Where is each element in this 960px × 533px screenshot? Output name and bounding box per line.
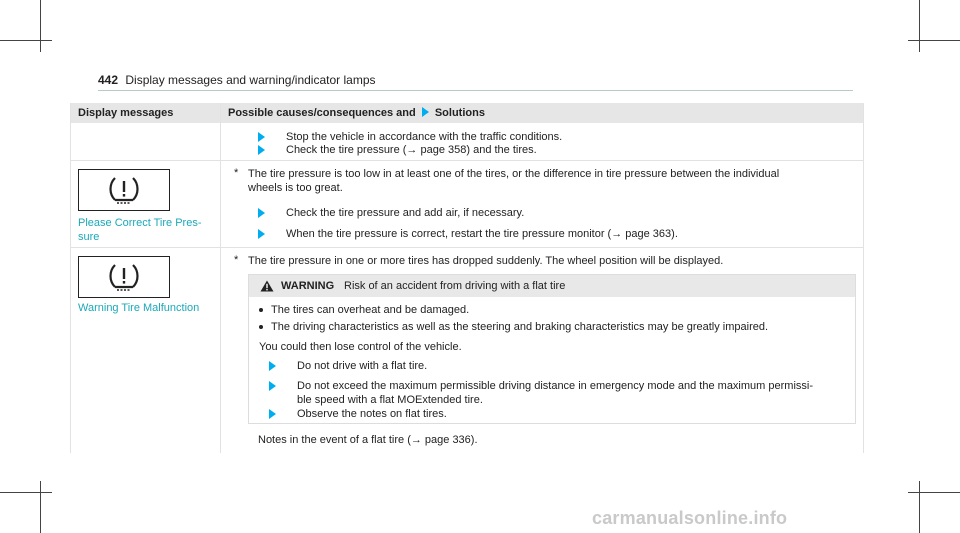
warning-label: WARNING xyxy=(281,280,335,292)
tire-pressure-warning-icon xyxy=(107,260,141,294)
arrow-right-icon xyxy=(258,208,265,218)
cause-text: The tire pressure is too low in at least one of the tires, or the difference in tire pressure between the individual wheels is too great. xyxy=(248,168,780,194)
column-header-causes: Possible causes/consequences and Solutions xyxy=(228,107,485,119)
cause-text: The tire pressure in one or more tires has dropped suddenly. The wheel position will be displayed. xyxy=(248,255,724,267)
crop-mark xyxy=(0,40,52,41)
warning-triangle-icon xyxy=(260,280,274,292)
tire-pressure-warning-icon xyxy=(78,169,170,211)
arrow-right-icon xyxy=(258,132,265,142)
crop-mark xyxy=(40,0,41,52)
crop-mark xyxy=(908,492,960,493)
arrow-right-icon xyxy=(258,229,265,239)
column-header-messages: Display messages xyxy=(78,107,174,119)
table-header xyxy=(70,103,864,123)
footnote-star: * xyxy=(234,167,239,179)
row-divider xyxy=(70,160,864,161)
page-number: 442 xyxy=(98,73,119,87)
arrow-right-icon xyxy=(422,107,429,117)
column-divider xyxy=(220,103,221,453)
crop-mark xyxy=(919,481,920,533)
page-header xyxy=(98,73,376,87)
arrow-right-icon xyxy=(269,381,276,391)
table-border xyxy=(863,103,864,453)
message-warning-tire-malfunction: Warning Tire Malfunction xyxy=(78,302,200,314)
crop-mark xyxy=(908,40,960,41)
warning-header xyxy=(249,275,855,297)
warning-box: WARNING Risk of an accident from driving with a flat tire The tires can overheat and be damaged. The driving characteristics as well as the steering and braking characteristics may be greatly impaired. You could then lose control of the vehicle. Do not drive with a flat tire. Do not exceed the maximum permissible driving distance in emergency mode and the maximum permissi- ble speed with a flat MOExtended tire. Observe the notes on flat tires. xyxy=(248,274,856,424)
warning-consequence: You could then lose control of the vehicle. xyxy=(259,341,462,353)
tire-pressure-warning-icon xyxy=(78,256,170,298)
watermark: carmanualsonline.info xyxy=(592,508,788,528)
page-title: Display messages and warning/indicator lamps xyxy=(125,73,376,87)
crop-mark xyxy=(40,481,41,533)
crop-mark xyxy=(0,492,52,493)
arrow-right-icon xyxy=(269,361,276,371)
header-divider xyxy=(98,90,853,91)
messages-table: Display messages Possible causes/consequences and Solutions Stop the vehicle in accordance with the traffic conditions. Check the tire pressure (→ page 358) and the tires. Please Correct Tire Pres- sure * The tire pressure is too low in at least one of the tires, or the difference in tire pressure between the individual wheels is too great. Check the tire pressure and add air, if necessary. When the tire pressure is correct, restart the tire pressure monitor (→ page 363). Warning Tire Malfunction * The tire pressure in one or more tires has dropped suddenly. The wheel position will be displayed. WARNING Risk of an accident from driving with a flat tire The tires can overheat and be damaged. The driving characteristics as well as the steering and braking characteristics may be greatly impaired. You could then lose control of the vehicle. Do not drive with a flat tire. Do not exceed the maximum permissible driving distance in emergency mode and the maximum permissi- ble speed with a flat MOExtended tire. Observe the notes on flat tires. Notes in the event of a flat tire (→ page 336). xyxy=(70,103,864,453)
row-divider xyxy=(70,247,864,248)
table-border xyxy=(70,103,71,453)
arrow-right-icon xyxy=(258,145,265,155)
warning-title: Risk of an accident from driving with a flat tire xyxy=(344,280,566,292)
crop-mark xyxy=(919,0,920,52)
tire-pressure-warning-icon xyxy=(107,173,141,207)
bullet-icon xyxy=(259,325,263,329)
arrow-right-icon xyxy=(269,409,276,419)
flat-tire-note: Notes in the event of a flat tire (→ page 336). xyxy=(258,434,478,446)
bullet-icon xyxy=(259,308,263,312)
message-please-correct-tire-pressure: Please Correct Tire Pres- sure xyxy=(78,217,202,243)
footnote-star: * xyxy=(234,254,239,266)
